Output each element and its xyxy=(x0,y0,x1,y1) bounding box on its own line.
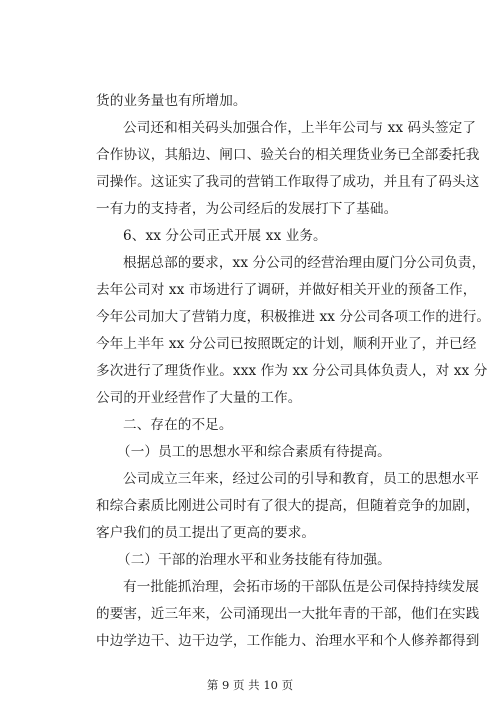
text-line: 中边学边干、边干边学，工作能力、治理水平和个人修养都得到 xyxy=(96,633,480,649)
text-line: 一有力的支持者，为公司经后的发展打下了基础。 xyxy=(96,201,398,217)
text-line: 有一批能抓治理，会拓市场的干部队伍是公司保持持续发展 xyxy=(123,579,480,595)
text-line: 今年公司加大了营销力度，积极推进 xx 分公司各项工作的进行。 xyxy=(96,309,491,325)
text-line: 公司还和相关码头加强合作，上半年公司与 xx 码头签定了 xyxy=(123,120,477,136)
subsection-heading: （二）干部的治理水平和业务技能有待加强。 xyxy=(117,552,391,568)
text-line: 司操作。这证实了我司的营销工作取得了成功，并且有了码头这 xyxy=(96,174,480,190)
text-line: 公司成立三年来，经过公司的引导和教育，员工的思想水平 xyxy=(123,471,480,487)
text-line: 合作协议，其船边、闸口、验关台的相关理货业务已全部委托我 xyxy=(96,147,480,163)
text-line: 客户我们的员工提出了更高的要求。 xyxy=(96,525,316,541)
text-line: 和综合素质比刚进公司时有了很大的提高，但随着竞争的加剧， xyxy=(96,498,480,514)
subsection-heading: （一）员工的思想水平和综合素质有待提高。 xyxy=(117,444,391,460)
text-line: 货的业务量也有所增加。 xyxy=(96,93,247,109)
text-line: 根据总部的要求，xx 分公司的经营治理由厦门分公司负责， xyxy=(123,255,486,271)
text-line: 今年上半年 xx 分公司已按照既定的计划，顺利开业了，并已经 xyxy=(96,336,477,352)
section-heading: 6、xx 分公司正式开展 xx 业务。 xyxy=(123,228,327,244)
text-line: 公司的开业经营作了大量的工作。 xyxy=(96,390,302,406)
text-line: 多次进行了理货作业。xxx 作为 xx 分公司具体负责人，对 xx 分 xyxy=(96,363,488,379)
section-heading: 二、存在的不足。 xyxy=(123,417,233,433)
page-number-footer: 第 9 页 共 10 页 xyxy=(206,678,294,692)
text-line: 去年公司对 xx 市场进行了调研，并做好相关开业的预备工作， xyxy=(96,282,477,298)
text-line: 的要害，近三年来，公司涌现出一大批年青的干部，他们在实践 xyxy=(96,606,480,622)
